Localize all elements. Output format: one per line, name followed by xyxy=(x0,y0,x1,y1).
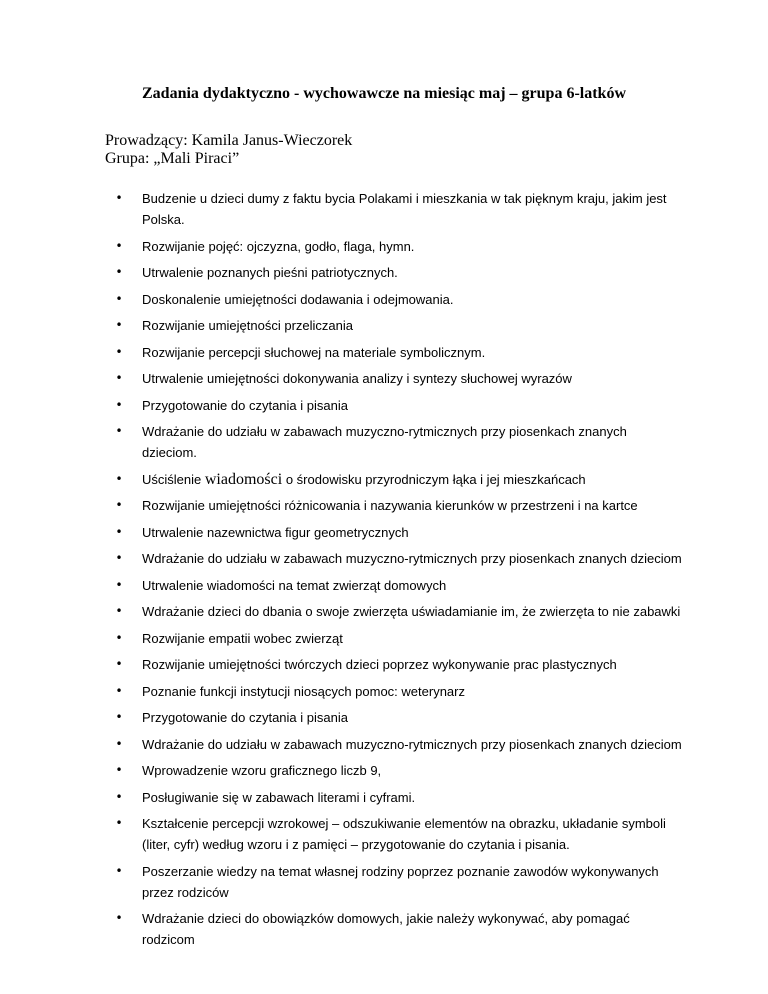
bullet-icon: • xyxy=(115,604,123,618)
goal-text: Wdrażanie dzieci do obowiązków domowych, jakie należy wykonywać, aby pomagać rodzicom xyxy=(142,911,630,947)
bullet-icon: • xyxy=(115,911,123,925)
bullet-icon: • xyxy=(115,524,123,539)
goal-item xyxy=(105,787,685,808)
goal-text: Przygotowanie do czytania i pisania xyxy=(142,397,348,413)
goal-text: Rozwijanie umiejętności twórczych dzieci poprzez wykonywanie prac plastycznych xyxy=(142,657,617,672)
goal-item xyxy=(105,262,685,283)
goal-text: Utrwalenie umiejętności dokonywania analizy i syntezy słuchowej wyrazów xyxy=(142,371,572,386)
bullet-icon: • xyxy=(115,863,123,878)
bullet-icon: • xyxy=(115,265,123,279)
goal-text: Utrwalenie wiadomości na temat zwierząt domowych xyxy=(142,577,447,593)
goal-text: Doskonalenie umiejętności dodawania i odejmowania. xyxy=(142,291,454,307)
bullet-icon: • xyxy=(115,397,123,412)
bullet-icon: • xyxy=(115,238,123,253)
goal-text: Rozwijanie umiejętności przeliczania xyxy=(142,318,353,333)
bullet-icon: • xyxy=(115,371,123,385)
bullet-icon: • xyxy=(115,498,123,512)
goal-item xyxy=(105,575,685,596)
goal-item xyxy=(105,601,685,622)
goal-text: Wdrażanie do udziału w zabawach muzyczno-rytmicznych przy piosenkach znanych dzieciom xyxy=(142,551,682,566)
goal-item xyxy=(105,548,685,569)
group-line: Grupa: „Mali Piraci” xyxy=(105,150,240,167)
bullet-icon: • xyxy=(115,630,123,645)
goal-text: Poszerzanie wiedzy na temat własnej rodziny poprzez poznanie zawodów wykonywanych przez rodziców xyxy=(142,863,659,900)
goals-list xyxy=(105,188,685,956)
bullet-icon: • xyxy=(115,318,123,332)
goal-item xyxy=(105,654,685,675)
goal-item xyxy=(105,734,685,755)
goal-item xyxy=(105,707,685,728)
goal-text: Wdrażanie do udziału w zabawach muzyczno-rytmicznych przy piosenkach znanych dzieciom. xyxy=(142,424,627,460)
goal-item xyxy=(105,813,685,855)
goal-item xyxy=(105,188,685,230)
goal-item xyxy=(105,469,685,490)
goal-item xyxy=(105,368,685,389)
bullet-icon: • xyxy=(115,291,123,306)
goal-item xyxy=(105,236,685,257)
goal-item xyxy=(105,421,685,463)
goal-text: Utrwalenie poznanych pieśni patriotycznych. xyxy=(142,265,398,280)
goal-text: Rozwijanie umiejętności różnicowania i nazywania kierunków w przestrzeni i na kartce xyxy=(142,498,638,513)
goal-item xyxy=(105,342,685,363)
bullet-icon: • xyxy=(115,471,123,486)
goal-item xyxy=(105,395,685,416)
goal-text: Wprowadzenie wzoru graficznego liczb 9, xyxy=(142,763,382,778)
goal-item xyxy=(105,628,685,649)
goal-text: Wdrażanie do udziału w zabawach muzyczno-rytmicznych przy piosenkach znanych dzieciom xyxy=(142,736,682,752)
document-title: Zadania dydaktyczno - wychowawcze na miesiąc maj – grupa 6-latków xyxy=(142,85,626,102)
bullet-icon: • xyxy=(115,683,123,698)
goal-item xyxy=(105,495,685,516)
goal-text: Posługiwanie się w zabawach literami i cyframi. xyxy=(142,789,416,805)
goal-text: Kształcenie percepcji wzrokowej – odszukiwanie elementów na obrazku, układanie symboli (liter, cyfr) według wzoru i z pamięci – przygotowanie do czytania i pisania. xyxy=(142,816,666,852)
goal-item xyxy=(105,315,685,336)
bullet-icon: • xyxy=(115,191,123,205)
goal-serif-word: wiadomości xyxy=(204,470,283,488)
goal-text: Przygotowanie do czytania i pisania xyxy=(142,710,348,725)
bullet-icon: • xyxy=(115,577,123,592)
goal-text-rest: o środowisku przyrodniczym łąka i jej mieszkańcach xyxy=(285,471,586,487)
bullet-icon: • xyxy=(115,710,123,724)
goal-text: Budzenie u dzieci dumy z faktu bycia Polakami i mieszkania w tak pięknym kraju, jakim jest Polska. xyxy=(142,191,667,227)
bullet-icon: • xyxy=(115,816,123,830)
goal-text: Rozwijanie empatii wobec zwierząt xyxy=(142,630,343,646)
goal-text: Utrwalenie nazewnictwa figur geometrycznych xyxy=(142,524,409,540)
bullet-icon: • xyxy=(115,789,123,804)
goal-item xyxy=(105,760,685,781)
goal-item xyxy=(105,861,685,903)
bullet-icon: • xyxy=(115,736,123,751)
goal-item xyxy=(105,289,685,310)
goal-text: Uściślenie xyxy=(142,471,202,487)
goal-text: Rozwijanie pojęć: ojczyzna, godło, flaga, hymn. xyxy=(142,238,415,254)
teacher-line: Prowadzący: Kamila Janus-Wieczorek xyxy=(105,132,353,149)
goal-text: Rozwijanie percepcji słuchowej na materiale symbolicznym. xyxy=(142,344,486,360)
bullet-icon: • xyxy=(115,344,123,359)
goal-text: Wdrażanie dzieci do dbania o swoje zwierzęta uświadamianie im, że zwierzęta to nie zabawki xyxy=(142,604,681,619)
goal-item xyxy=(105,908,685,950)
document-meta xyxy=(105,132,352,168)
bullet-icon: • xyxy=(115,424,123,438)
goal-text: Poznanie funkcji instytucji niosących pomoc: weterynarz xyxy=(142,683,465,699)
goal-item xyxy=(105,681,685,702)
bullet-icon: • xyxy=(115,763,123,777)
bullet-icon: • xyxy=(115,551,123,565)
goal-item xyxy=(105,522,685,543)
bullet-icon: • xyxy=(115,657,123,671)
